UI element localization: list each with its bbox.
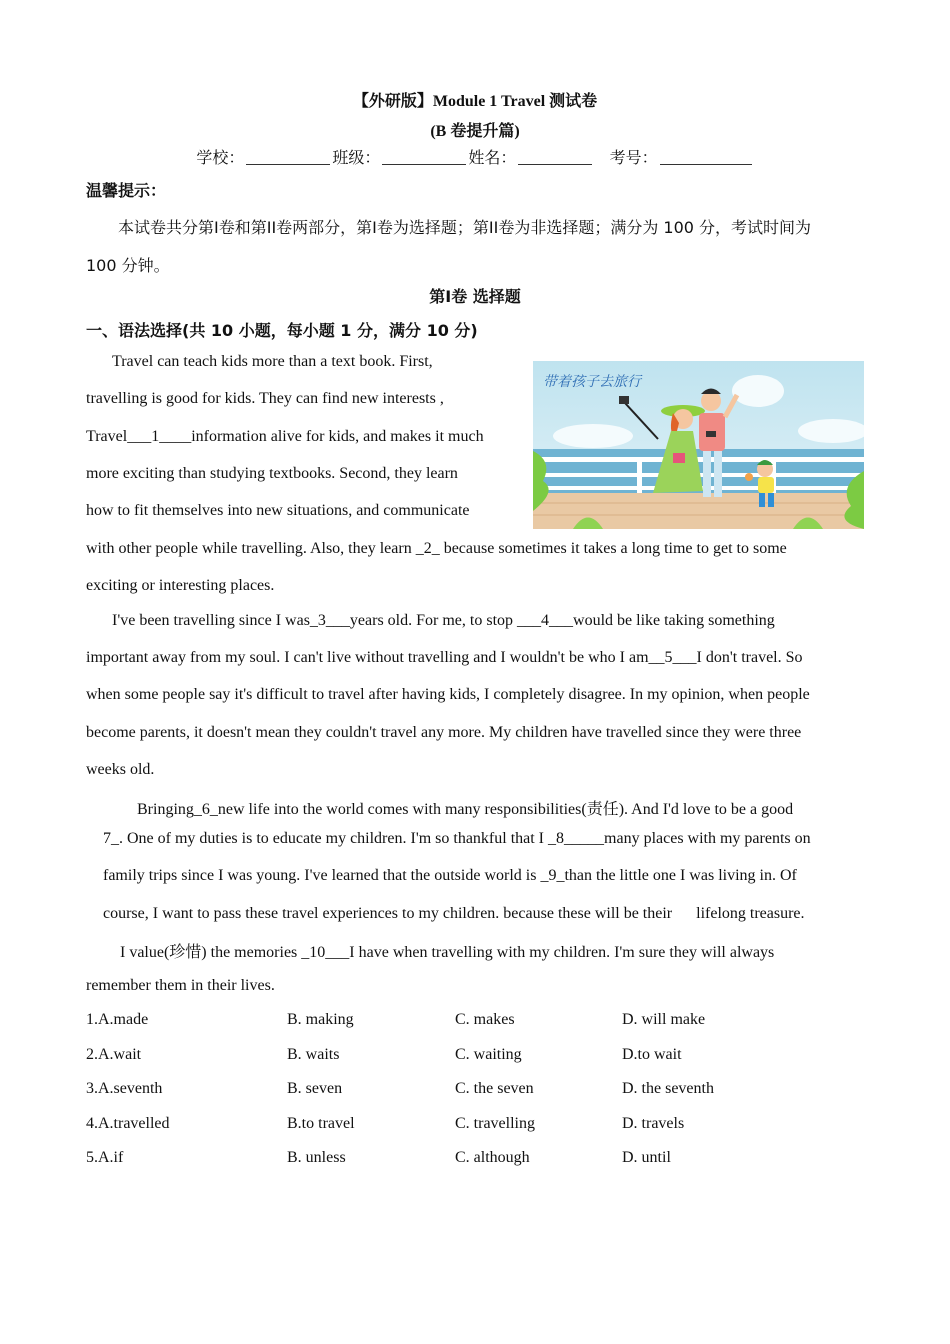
notice-line-1: 本试卷共分第I卷和第II卷两部分，第I卷为选择题；第II卷为非选择题；满分为 100 分，考试时间为 [118, 218, 812, 237]
blank-9[interactable]: _9_ [540, 867, 565, 884]
passage-line: exciting or interesting places. [86, 577, 275, 594]
name-blank[interactable] [518, 150, 592, 165]
class-blank[interactable] [382, 150, 466, 165]
option-a[interactable]: 4.A.travelled [86, 1115, 170, 1132]
option-d[interactable]: D. the seventh [622, 1080, 714, 1097]
blank-5[interactable]: __5___ [648, 649, 697, 666]
class-label: 班级： [332, 148, 381, 167]
passage-line: family trips since I was young. I've learned that the outside world is _9_than the little one I was living in. Of [103, 867, 797, 884]
notice-text [86, 209, 876, 285]
svg-text:带着孩子去旅行: 带着孩子去旅行 [543, 374, 641, 390]
option-d[interactable]: D.to wait [622, 1046, 682, 1063]
passage-line: Travel___1____information alive for kids, and makes it much [86, 428, 484, 445]
option-b[interactable]: B. seven [287, 1080, 343, 1097]
name-label: 姓名： [468, 148, 517, 167]
option-c[interactable]: C. makes [455, 1011, 515, 1028]
option-c[interactable]: C. travelling [455, 1115, 535, 1132]
option-b[interactable]: B.to travel [287, 1115, 355, 1132]
passage-line: 7_. One of my duties is to educate my children. I'm so thankful that I _8_____many places with my parents on [103, 830, 811, 847]
passage-line: weeks old. [86, 761, 155, 778]
illustration-icon [533, 361, 864, 529]
blank-4[interactable]: ___4___ [517, 612, 574, 629]
passage-line: important away from my soul. I can't live without travelling and I wouldn't be who I am__5___I don't travel. So [86, 649, 803, 666]
passage-line: I've been travelling since I was_3___years old. For me, to stop ___4___would be like taking something [112, 612, 775, 629]
option-a[interactable]: 2.A.wait [86, 1046, 142, 1063]
blank-2[interactable]: _2_ [415, 540, 440, 557]
option-a[interactable]: 5.A.if [86, 1149, 124, 1166]
passage-line: become parents, it doesn't mean they couldn't travel any more. My children have travelled since they were three [86, 724, 802, 741]
student-info-row [0, 145, 950, 168]
option-c[interactable]: C. waiting [455, 1046, 522, 1063]
option-a[interactable]: 1.A.made [86, 1011, 149, 1028]
option-c[interactable]: C. the seven [455, 1080, 534, 1097]
exam-number-label: 考号： [609, 148, 658, 167]
option-b[interactable]: B. unless [287, 1149, 346, 1166]
passage-line: I value(珍惜) the memories _10___I have when travelling with my children. I'm sure they will always [120, 944, 775, 961]
part-title: 一、语法选择(共 10 小题，每小题 1 分，满分 10 分) [86, 321, 478, 340]
option-b[interactable]: B. making [287, 1011, 354, 1028]
school-blank[interactable] [246, 150, 330, 165]
blank-10[interactable]: _10___ [301, 944, 350, 961]
passage-line: remember them in their lives. [86, 977, 275, 994]
notice-line-2: 100 分钟。 [86, 256, 170, 275]
option-a[interactable]: 3.A.seventh [86, 1080, 163, 1097]
document-subtitle: (B 卷提升篇) [430, 123, 520, 140]
passage-line: how to fit themselves into new situations, and communicate [86, 502, 470, 519]
option-b[interactable]: B. waits [287, 1046, 340, 1063]
passage-line: Travel can teach kids more than a text book. First, [112, 353, 433, 370]
option-d[interactable]: D. will make [622, 1011, 706, 1028]
option-d[interactable]: D. until [622, 1149, 671, 1166]
blank-7[interactable]: 7_ [103, 830, 119, 847]
blank-3[interactable]: _3___ [309, 612, 350, 629]
passage-line: travelling is good for kids. They can find new interests , [86, 390, 444, 407]
option-d[interactable]: D. travels [622, 1115, 685, 1132]
passage-line: when some people say it's difficult to travel after having kids, I completely disagree. In my opinion, when people [86, 686, 810, 703]
blank-8[interactable]: _8_____ [548, 830, 605, 847]
notice-heading: 温馨提示： [86, 181, 167, 200]
school-label: 学校： [196, 148, 245, 167]
blank-6[interactable]: _6_ [193, 801, 218, 818]
blank-1[interactable]: ___1____ [127, 428, 192, 445]
document-title: 【外研版】Module 1 Travel 测试卷 [352, 93, 598, 110]
passage-line: course, I want to pass these travel experiences to my children. because these will be their lifelong treasure. [103, 905, 805, 922]
family-travel-illustration [533, 361, 864, 529]
section-title: 第I卷 选择题 [429, 287, 521, 306]
option-c[interactable]: C. although [455, 1149, 530, 1166]
passage-line: Bringing_6_new life into the world comes with many responsibilities(责任). And I'd love to be a good [137, 801, 794, 818]
passage-line: with other people while travelling. Also, they learn _2_ because sometimes it takes a long time to get to some [86, 540, 787, 557]
exam-number-blank[interactable] [660, 150, 752, 165]
passage-line: more exciting than studying textbooks. Second, they learn [86, 465, 458, 482]
